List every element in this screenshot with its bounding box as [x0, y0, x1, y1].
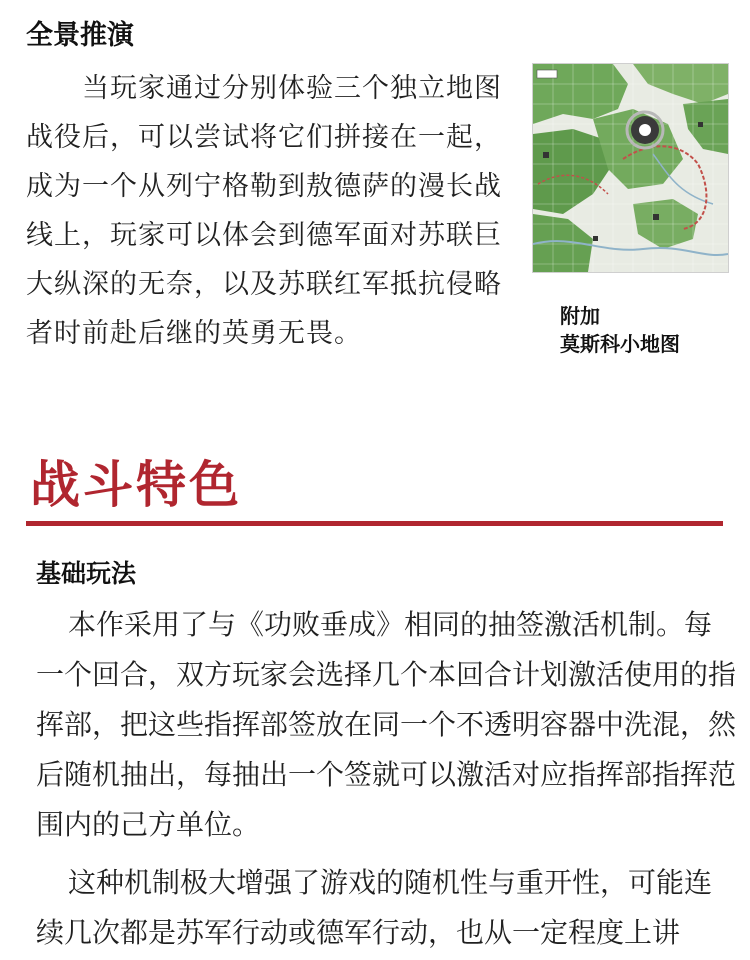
map-caption-line1: 附加 [560, 304, 600, 328]
section-divider [26, 521, 723, 526]
section-heading-panorama: 全景推演 [26, 20, 134, 51]
map-caption-line2: 莫斯科小地图 [560, 332, 680, 356]
subheading-basic-gameplay: 基础玩法 [36, 559, 137, 588]
section-title: 战斗特色 [30, 456, 242, 514]
body-text [36, 600, 736, 958]
intro-paragraph: 当玩家通过分别体验三个独立地图战役后，可以尝试将它们拼接在一起，成为一个从列宁格勒到敖德萨的漫长战线上，玩家可以体会到德军面对苏联巨大纵深的无奈，以及苏联红军抵抗侵略者时前赴后继的英勇无畏。 [26, 73, 502, 349]
moscow-map-image [532, 63, 729, 273]
body-paragraph: 这种机制极大增强了游戏的随机性与重开性，可能连续几次都是苏军行动或德军行动，也从一定程度上讲 [36, 866, 713, 949]
body-paragraph: 本作采用了与《功败垂成》相同的抽签激活机制。每一个回合，双方玩家会选择几个本回合计划激活使用的指挥部，把这些指挥部签放在同一个不透明容器中洗混，然后随机抽出，每抽出一个签就可以激活对应指挥部指挥范围内的己方单位。 [36, 608, 737, 841]
hex-map-icon [533, 64, 728, 272]
map-caption [560, 302, 680, 358]
